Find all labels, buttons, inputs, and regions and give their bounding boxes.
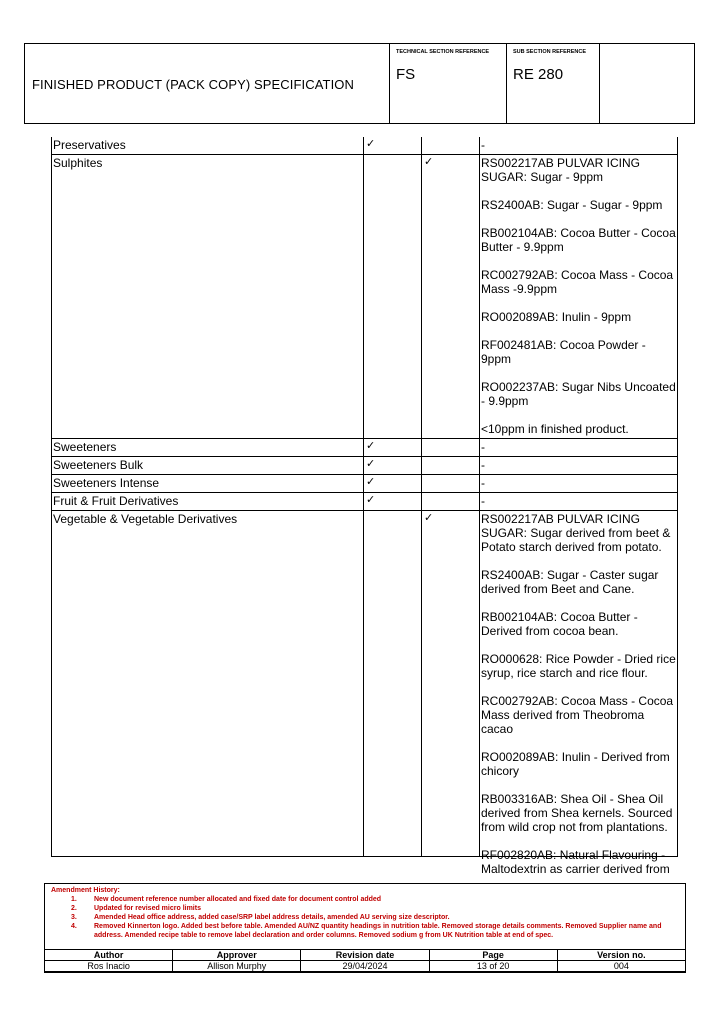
row-name: Sweeteners Intense	[52, 475, 364, 493]
amendment-item	[51, 922, 681, 940]
document-control-value: 29/04/2024	[301, 961, 429, 972]
document-control-value: 13 of 20	[429, 961, 557, 972]
amendment-history-title: Amendment History:	[51, 887, 120, 894]
row-notes	[480, 511, 678, 876]
note-entry: RF002481AB: Cocoa Powder - 9ppm	[481, 338, 646, 366]
check-column-2	[422, 493, 480, 511]
table-row	[52, 511, 678, 857]
note-entry: RS2400AB: Sugar - Caster sugar derived from Beet and Cane.	[481, 568, 659, 596]
amendment-number: 2.	[71, 905, 77, 912]
row-name: Preservatives	[52, 137, 364, 155]
document-control-value-row	[45, 961, 686, 972]
check-column-1: ✓	[364, 493, 422, 511]
note-entry: RF002820AB: Natural Flavouring - Maltodextrin as carrier derived from	[481, 848, 670, 876]
check-column-2	[422, 457, 480, 475]
note-entry: RO000628: Rice Powder - Dried rice syrup, rice starch and rice flour.	[481, 652, 676, 680]
note-entry: RB002104AB: Cocoa Butter - Cocoa Butter - 9.9ppm	[481, 226, 676, 254]
note-entry: RS002217AB PULVAR ICING SUGAR: Sugar derived from beet & Potato starch derived from potato.	[481, 512, 671, 554]
note-entry: RO002237AB: Sugar Nibs Uncoated - 9.9ppm	[481, 380, 676, 408]
amendment-item	[51, 895, 681, 904]
note-entry: RO002089AB: Inulin - 9ppm	[481, 310, 632, 324]
note-entry: RC002792AB: Cocoa Mass - Cocoa Mass -9.9ppm	[481, 268, 674, 296]
note-entry: <10ppm in finished product.	[481, 422, 629, 436]
table-row	[52, 493, 678, 511]
document-control-header-row	[45, 950, 686, 961]
document-control-value: Ros Inacio	[45, 961, 173, 972]
table-row	[52, 475, 678, 493]
sub-section-reference-label: SUB SECTION REFERENCE	[513, 49, 587, 55]
technical-section-reference-cell	[389, 44, 506, 123]
document-header	[24, 43, 695, 124]
amendment-number: 4.	[71, 923, 77, 930]
check-column-2	[422, 475, 480, 493]
check-column-1: ✓	[364, 137, 422, 155]
document-control-header: Version no.	[557, 950, 685, 961]
check-column-1	[364, 511, 422, 857]
check-column-1	[364, 155, 422, 439]
check-column-1: ✓	[364, 475, 422, 493]
note-entry: RB002104AB: Cocoa Butter - Derived from cocoa bean.	[481, 610, 638, 638]
note-entry: -	[481, 440, 485, 454]
note-entry: RS2400AB: Sugar - Sugar - 9ppm	[481, 198, 663, 212]
row-name: Sweeteners Bulk	[52, 457, 364, 475]
document-control-header: Approver	[173, 950, 301, 961]
note-entry: -	[481, 476, 485, 490]
technical-section-reference-value: FS	[396, 66, 416, 83]
note-entry: -	[481, 494, 485, 508]
sub-section-reference-cell	[506, 44, 599, 123]
document-control-header: Revision date	[301, 950, 429, 961]
table-row	[52, 457, 678, 475]
table-row	[52, 439, 678, 457]
amendment-text: Amended Head office address, added case/SRP label address details, amended AU serving size descriptor.	[94, 914, 450, 921]
row-notes	[480, 493, 678, 511]
amendment-list	[51, 895, 681, 940]
table-row	[52, 137, 678, 155]
document-control-value: 004	[557, 961, 685, 972]
note-entry: -	[481, 138, 485, 152]
check-column-2: ✓	[422, 511, 480, 857]
check-column-2	[422, 137, 480, 155]
note-entry: RB003316AB: Shea Oil - Shea Oil derived from Shea kernels. Sourced from wild crop not from plantations.	[481, 792, 673, 834]
document-control-header: Page	[429, 950, 557, 961]
check-column-2	[422, 439, 480, 457]
note-entry: RS002217AB PULVAR ICING SUGAR: Sugar - 9ppm	[481, 156, 640, 184]
row-notes	[480, 439, 678, 457]
note-entry: RC002792AB: Cocoa Mass - Cocoa Mass derived from Theobroma cacao	[481, 694, 674, 736]
table-row	[52, 155, 678, 439]
additives-table	[51, 137, 678, 876]
document-control-table	[44, 949, 686, 972]
note-entry: RO002089AB: Inulin - Derived from chicory	[481, 750, 670, 778]
document-title: FINISHED PRODUCT (PACK COPY) SPECIFICATION	[32, 77, 355, 92]
amendment-number: 3.	[71, 914, 77, 921]
check-column-1: ✓	[364, 457, 422, 475]
header-blank-cell	[599, 44, 694, 123]
sub-section-reference-value: RE 280	[513, 66, 564, 83]
row-name: Vegetable & Vegetable Derivatives	[52, 511, 364, 857]
check-column-2: ✓	[422, 155, 480, 439]
amendment-item	[51, 913, 681, 922]
amendment-item	[51, 904, 681, 913]
check-column-1: ✓	[364, 439, 422, 457]
amendment-number: 1.	[71, 896, 77, 903]
row-notes	[480, 475, 678, 493]
note-entry: -	[481, 458, 485, 472]
amendment-text: New document reference number allocated and fixed date for document control added	[94, 896, 382, 903]
technical-section-reference-label: TECHNICAL SECTION REFERENCE	[396, 49, 490, 55]
row-notes	[480, 457, 678, 475]
row-notes	[480, 155, 678, 439]
amendment-history	[51, 886, 681, 940]
row-notes	[480, 137, 678, 155]
document-control-value: Allison Murphy	[173, 961, 301, 972]
amendment-text: Updated for revised micro limits	[94, 905, 201, 912]
row-name: Sulphites	[52, 155, 364, 439]
amendment-text: Removed Kinnerton logo. Added best before table. Amended AU/NZ quantity headings in nutrition table. Removed storage details comments. Removed Supplier name and address. Amended recipe table to remove label declaration and order columns. Removed sodium g from UK Nutrition table at end of spec.	[94, 923, 662, 939]
row-name: Sweeteners	[52, 439, 364, 457]
document-control-header: Author	[45, 950, 173, 961]
row-name: Fruit & Fruit Derivatives	[52, 493, 364, 511]
